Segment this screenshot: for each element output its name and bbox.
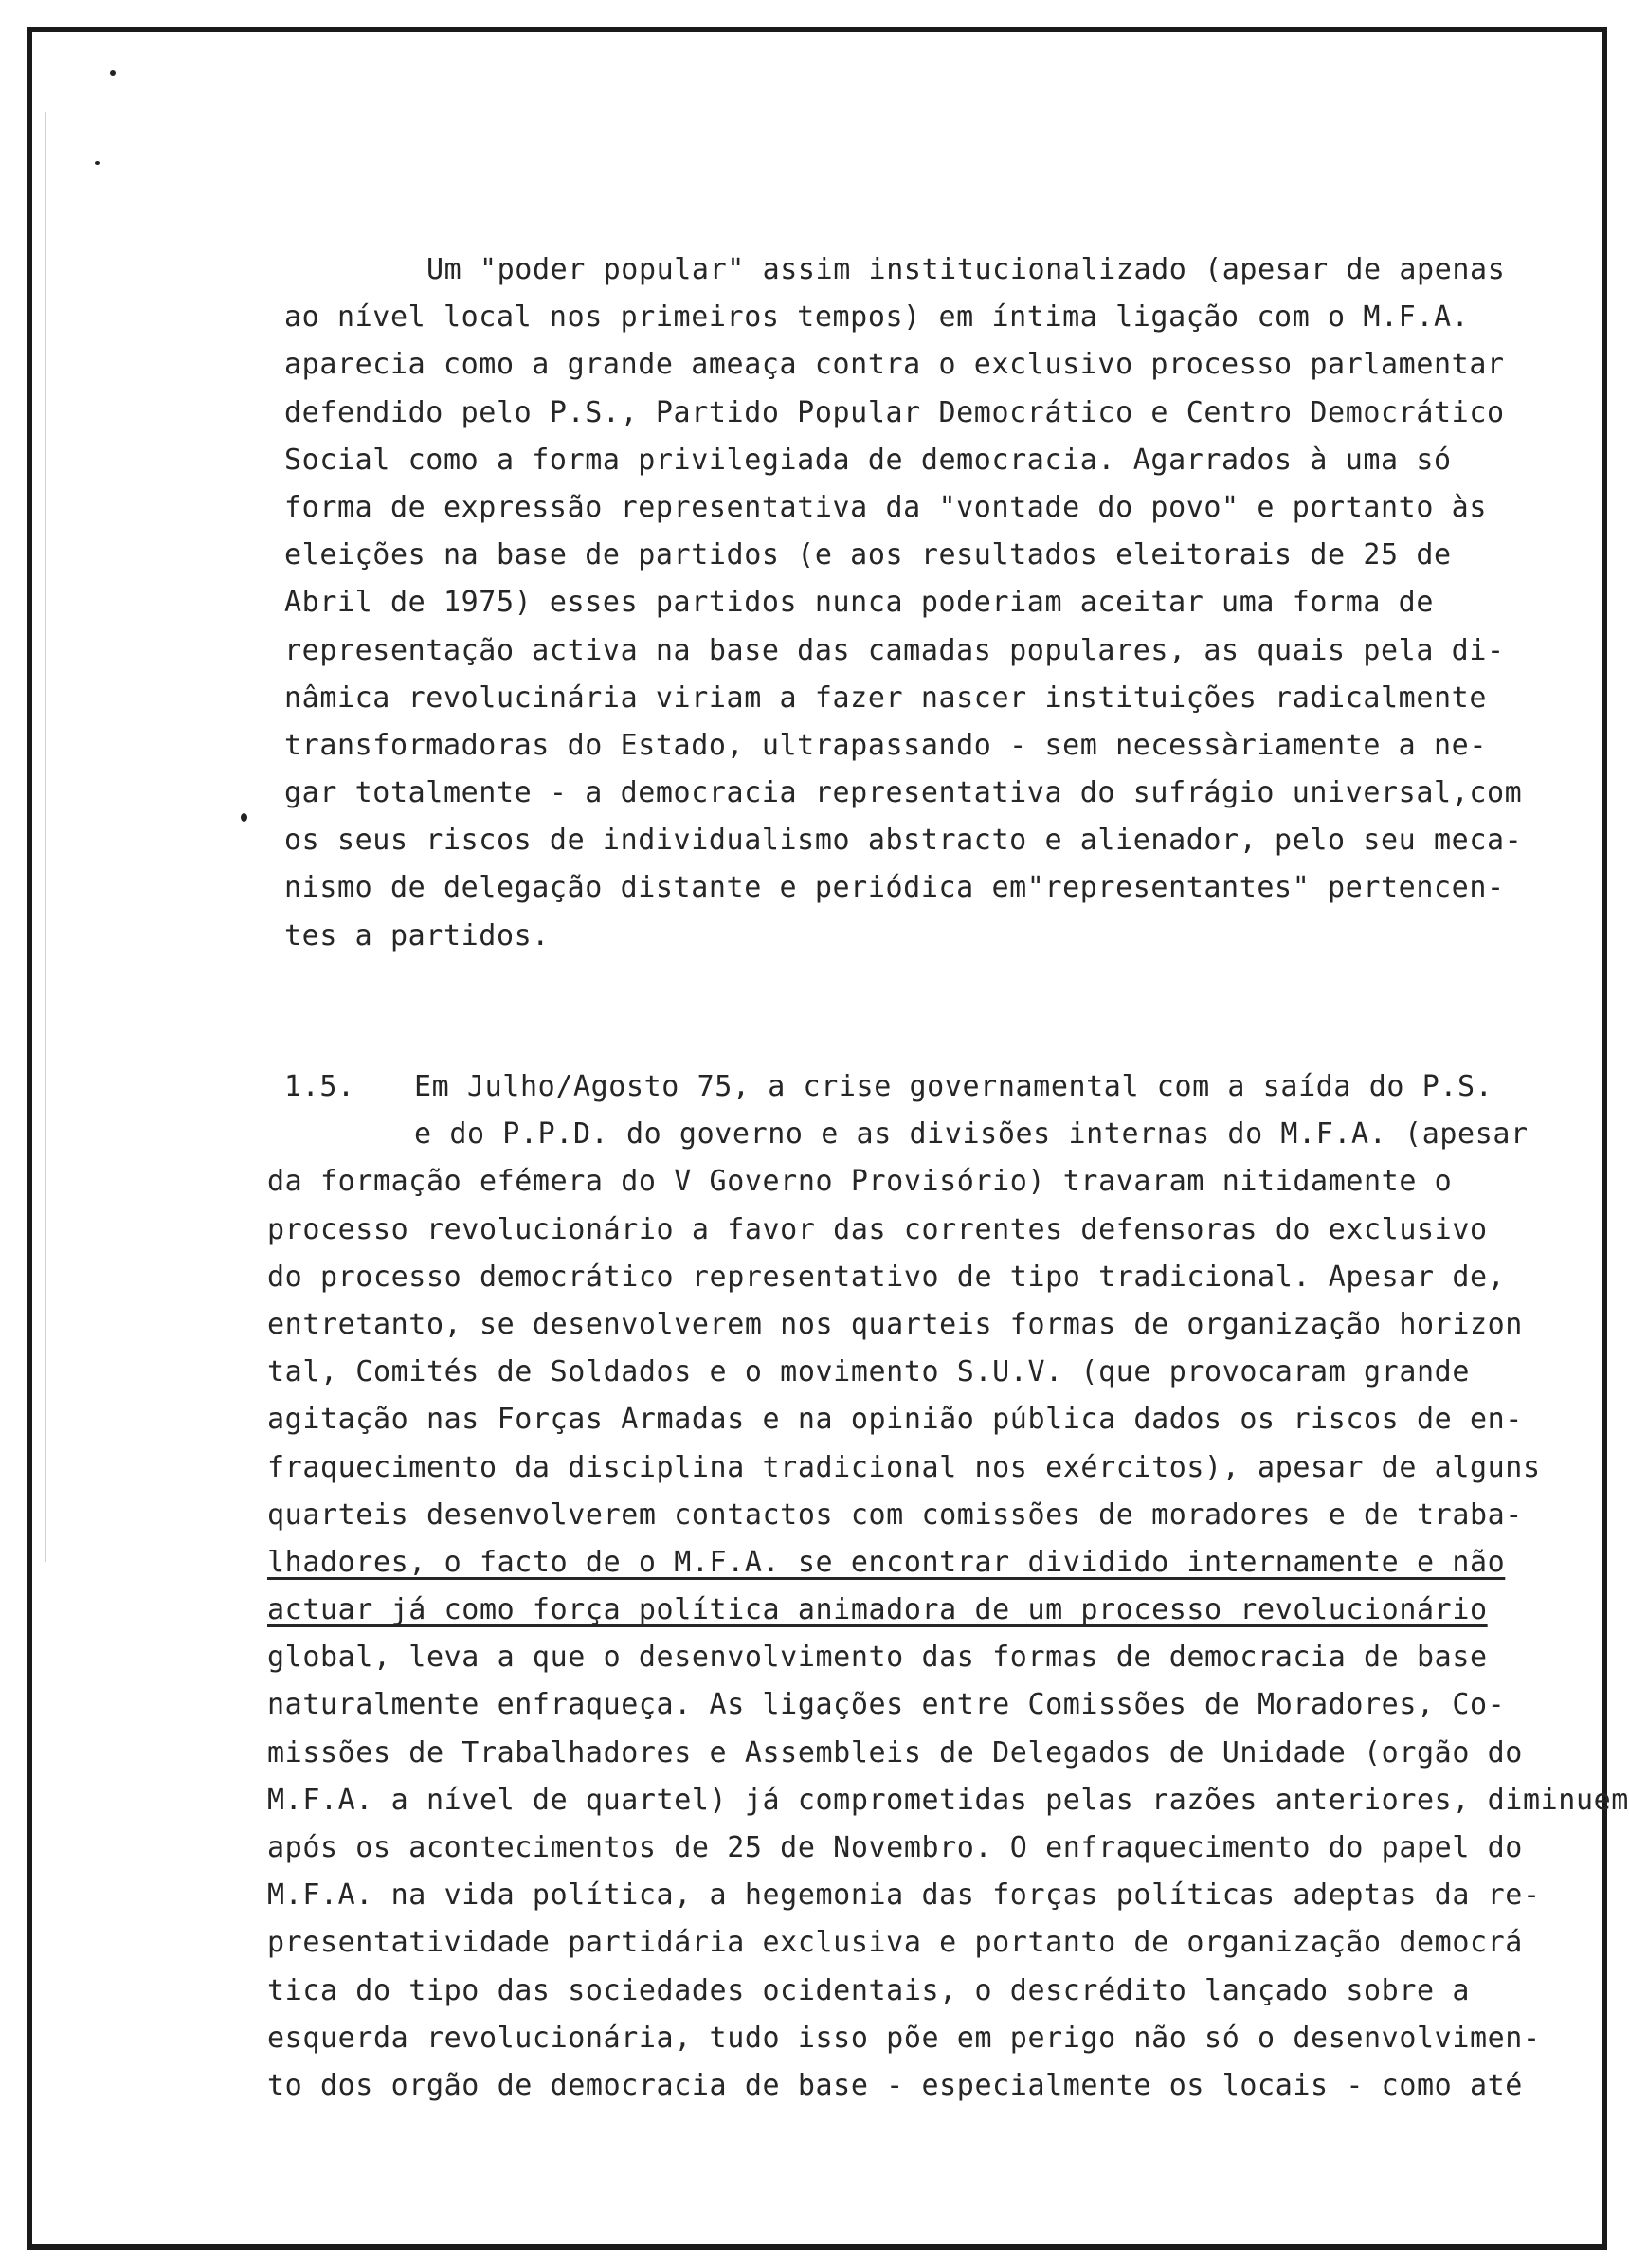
text-line: entretanto, se desenvolverem nos quarteis formas de organização horizon — [267, 1307, 1523, 1341]
text-line: fraquecimento da disciplina tradicional nos exércitos), apesar de alguns — [267, 1450, 1541, 1484]
text-line: tes a partidos. — [284, 918, 550, 953]
text-line: após os acontecimentos de 25 de Novembro. O enfraquecimento do papel do — [267, 1831, 1523, 1864]
text-line: ao nível local nos primeiros tempos) em íntima ligação com o M.F.A. — [284, 300, 1470, 335]
text-line: to dos orgão de democracia de base - especialmente os locais - como até — [267, 2068, 1523, 2102]
text-line: transformadoras do Estado, ultrapassando - sem necessàriamente a ne- — [284, 728, 1487, 762]
text-line: naturalmente enfraqueça. As ligações entre Comissões de Moradores, Co- — [267, 1688, 1506, 1722]
text-line: Em Julho/Agosto 75, a crise governamental com a saída do P.S. — [414, 1070, 1493, 1103]
text-line: tal, Comités de Soldados e o movimento S.U.V. (que provocaram grande — [267, 1355, 1470, 1389]
text-line: actuar já como força política animadora de um processo revolucionário — [267, 1593, 1488, 1627]
text-line: processo revolucionário a favor das correntes defensoras do exclusivo — [267, 1212, 1488, 1246]
paragraph-2 — [267, 1063, 1629, 2110]
text-line: eleições na base de partidos (e aos resultados eleitorais de 25 de — [284, 538, 1452, 572]
ink-speck — [241, 813, 247, 822]
text-line: os seus riscos de individualismo abstracto e alienador, pelo seu meca- — [284, 824, 1523, 858]
ink-speck — [110, 70, 116, 76]
text-line: global, leva a que o desenvolvimento das formas de democracia de base — [267, 1641, 1488, 1675]
text-line: Abril de 1975) esses partidos nunca poderiam aceitar uma forma de — [284, 586, 1434, 620]
text-line: nâmica revolucinária viriam a fazer nascer instituições radicalmente — [284, 680, 1487, 715]
text-line: quarteis desenvolverem contactos com comissões de moradores e de traba- — [267, 1497, 1523, 1532]
paragraph-1 — [284, 246, 1523, 960]
text-line: esquerda revolucionária, tudo isso põe em perigo não só o desenvolvimen- — [267, 2021, 1541, 2055]
text-line: Social como a forma privilegiada de democracia. Agarrados à uma só — [284, 443, 1452, 477]
text-line: defendido pelo P.S., Partido Popular Democrático e Centro Democrático — [284, 395, 1505, 429]
section-number: 1.5. — [284, 1070, 355, 1103]
ink-speck — [95, 161, 100, 165]
text-line: representação activa na base das camadas populares, as quais pela di- — [284, 633, 1505, 667]
text-line: agitação nas Forças Armadas e na opinião pública dados os riscos de en- — [267, 1403, 1523, 1437]
text-line: da formação efémera do V Governo Provisório) travaram nitidamente o — [267, 1165, 1453, 1199]
text-line: lhadores, o facto de o M.F.A. se encontrar dividido internamente e não — [267, 1545, 1506, 1579]
text-line: presentatividade partidária exclusiva e portanto de organização democrá — [267, 1926, 1523, 1960]
margin-line — [45, 112, 46, 1562]
text-line: tica do tipo das sociedades ocidentais, o descrédito lançado sobre a — [267, 1973, 1470, 2007]
text-line: nismo de delegação distante e periódica em"representantes" pertencen- — [284, 871, 1505, 905]
text-line: aparecia como a grande ameaça contra o exclusivo processo parlamentar — [284, 348, 1505, 382]
text-line: missões de Trabalhadores e Assembleis de Delegados de Unidade (orgão do — [267, 1735, 1523, 1769]
text-line: do processo democrático representativo de tipo tradicional. Apesar de, — [267, 1260, 1506, 1294]
text-line: gar totalmente - a democracia representativa do sufrágio universal,com — [284, 776, 1523, 810]
text-line: e do P.P.D. do governo e as divisões internas do M.F.A. (apesar — [414, 1117, 1529, 1152]
text-line: M.F.A. na vida política, a hegemonia das forças políticas adeptas da re- — [267, 1878, 1541, 1913]
text-line: M.F.A. a nível de quartel) já comprometidas pelas razões anteriores, diminuem — [267, 1783, 1629, 1817]
text-line: Um "poder popular" assim institucionalizado (apesar de apenas — [426, 253, 1506, 286]
text-line: forma de expressão representativa da "vontade do povo" e portanto às — [284, 490, 1487, 524]
